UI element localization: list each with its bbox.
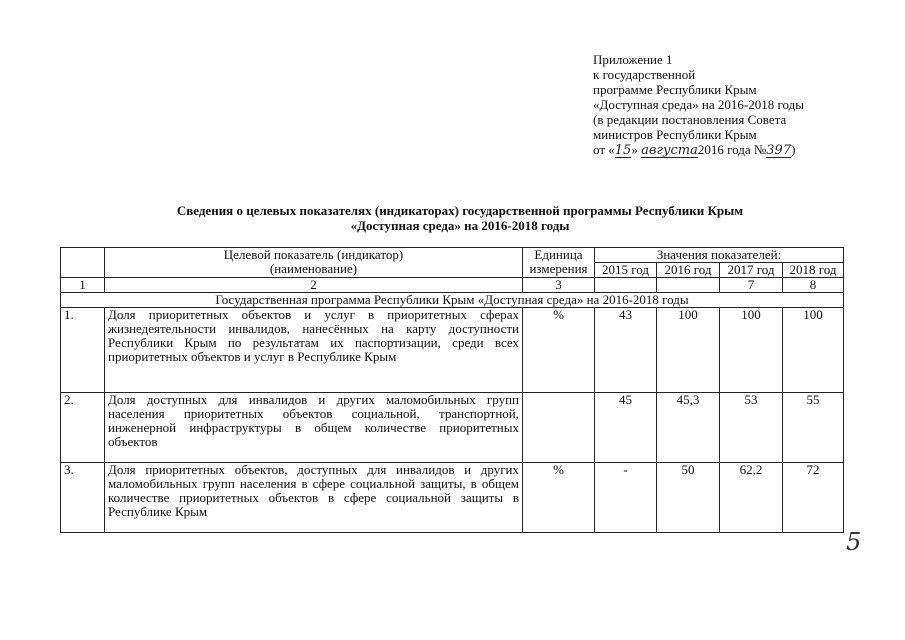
- header-indicator-sub: (наименование): [269, 261, 358, 276]
- row-unit: %: [523, 308, 595, 393]
- numbering-cell: 3: [523, 278, 595, 293]
- row-value-2015: 43: [595, 308, 657, 393]
- header-unit-cell: [523, 248, 595, 278]
- row-value-2017: 62,2: [720, 463, 783, 533]
- title-line-2: «Доступная среда» на 2016-2018 годы: [350, 218, 570, 233]
- numbering-cell: 8: [783, 278, 844, 293]
- table-row: [61, 308, 844, 393]
- header-row-1: [61, 248, 844, 263]
- header-year: 2017 год: [720, 263, 783, 278]
- row-indicator-name: Доля приоритетных объектов и услуг в приоритетных сферах жизнедеятельности инвалидов, нанесённых на карту доступности Республики Крым по результатам их паспортизации, среди всех приоритетных объектов и услуг в Республике Крым: [105, 308, 523, 393]
- date-suffix: ): [791, 142, 796, 157]
- appendix-block: [593, 52, 804, 158]
- row-unit: %: [523, 463, 595, 533]
- header-year: 2015 год: [595, 263, 657, 278]
- date-year: 2016 года №: [697, 142, 767, 157]
- row-value-2018: 72: [783, 463, 844, 533]
- date-mid: »: [631, 142, 642, 157]
- handwritten-day: 15: [614, 143, 632, 158]
- row-value-2016: 100: [657, 308, 720, 393]
- handwritten-number: 397: [766, 143, 792, 158]
- numbering-cell: [657, 278, 720, 293]
- row-indicator-name: Доля приоритетных объектов, доступных для инвалидов и других маломобильных групп населения в сфере социальной защиты, в общем количестве приоритетных объектов в сфере социальной защиты в Республике Крым: [105, 463, 523, 533]
- appendix-line: «Доступная среда» на 2016-2018 годы: [593, 97, 804, 112]
- row-indicator-name: Доля доступных для инвалидов и других маломобильных групп населения приоритетных объектов социальной, транспортной, инженерной инфраструктуры в общем количестве приоритетных объектов: [105, 393, 523, 463]
- row-value-2018: 100: [783, 308, 844, 393]
- document-title: [60, 203, 860, 233]
- appendix-line: министров Республики Крым: [593, 127, 757, 142]
- row-num: 3.: [61, 463, 105, 533]
- numbering-cell: 7: [720, 278, 783, 293]
- appendix-date-line: [593, 142, 804, 158]
- row-value-2015: -: [595, 463, 657, 533]
- program-row: [61, 293, 844, 308]
- table-row: [61, 393, 844, 463]
- handwritten-page-number: 5: [846, 528, 862, 556]
- row-value-2016: 45,3: [657, 393, 720, 463]
- row-unit: [523, 393, 595, 463]
- title-line-1: Сведения о целевых показателях (индикаторах) государственной программы Республики Крым: [176, 203, 744, 218]
- appendix-line: Приложение 1: [593, 52, 673, 67]
- numbering-cell: 2: [105, 278, 523, 293]
- handwritten-month: августа: [641, 143, 698, 158]
- indicators-table: [60, 247, 844, 533]
- row-value-2017: 53: [720, 393, 783, 463]
- numbering-cell: 1: [61, 278, 105, 293]
- header-values-group: Значения показателей:: [595, 248, 844, 263]
- row-num: 1.: [61, 308, 105, 393]
- header-unit: Единица: [534, 247, 583, 262]
- program-title-cell: Государственная программа Республики Крым «Доступная среда» на 2016-2018 годы: [61, 293, 844, 308]
- row-value-2017: 100: [720, 308, 783, 393]
- appendix-line: к государственной: [593, 67, 696, 82]
- appendix-line: программе Республики Крым: [593, 82, 757, 97]
- row-value-2018: 55: [783, 393, 844, 463]
- header-unit-sub: измерения: [529, 261, 588, 276]
- date-prefix: от «: [593, 142, 615, 157]
- table-row: [61, 463, 844, 533]
- header-num-cell: [61, 248, 105, 278]
- appendix-line: (в редакции постановления Совета: [593, 112, 787, 127]
- row-num: 2.: [61, 393, 105, 463]
- header-indicator: Целевой показатель (индикатор): [223, 247, 404, 262]
- numbering-row: [61, 278, 844, 293]
- row-value-2015: 45: [595, 393, 657, 463]
- numbering-cell: [595, 278, 657, 293]
- header-indicator-cell: [105, 248, 523, 278]
- row-value-2016: 50: [657, 463, 720, 533]
- header-year: 2018 год: [783, 263, 844, 278]
- header-year: 2016 год: [657, 263, 720, 278]
